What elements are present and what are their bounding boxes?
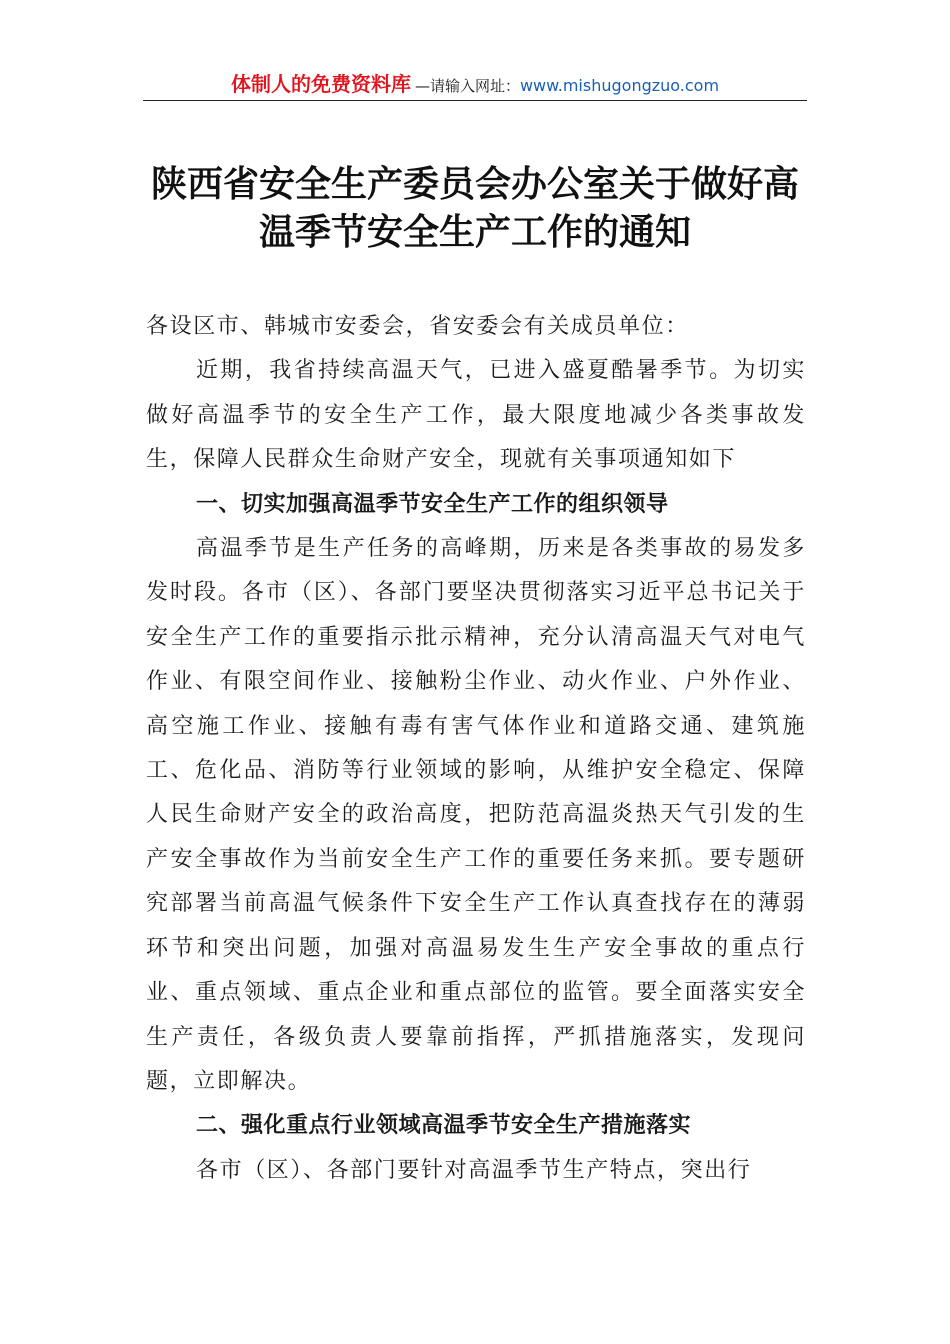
- title-line-2: 温季节安全生产工作的通知: [258, 211, 691, 253]
- document-body: [146, 305, 806, 1193]
- title-line-1: 陕西省安全生产委员会办公室关于做好高: [150, 163, 799, 205]
- header-separator: —请输入网址：: [414, 77, 520, 95]
- site-brand: 体制人的免费资料库: [230, 72, 411, 96]
- site-url-link[interactable]: www.mishugongzuo.com: [519, 76, 720, 95]
- section-1-paragraph: 高温季节是生产任务的高峰期，历来是各类事故的易发多发时段。各市（区）、各部门要坚决贯彻落实习近平总书记关于安全生产工作的重要指示批示精神，充分认清高温天气对电气作业、有限空间作业、接触粉尘作业、动火作业、户外作业、高空施工作业、接触有毒有害气体作业和道路交通、建筑施工、危化品、消防等行业领域的影响，从维护安全稳定、保障人民生命财产安全的政治高度，把防范高温炎热天气引发的生产安全事故作为当前安全生产工作的重要任务来抓。要专题研究部署当前高温气候条件下安全生产工作认真查找存在的薄弱环节和突出问题，加强对高温易发生生产安全事故的重点行业、重点领域、重点企业和重点部位的监管。要全面落实安全生产责任，各级负责人要靠前指挥，严抓措施落实，发现问题，立即解决。: [146, 536, 806, 1094]
- salutation: 各设区市、韩城市安委会，省安委会有关成员单位：: [146, 314, 689, 339]
- section-2-heading: 二、强化重点行业领域高温季节安全生产措施落实: [196, 1113, 692, 1139]
- section-2-paragraph: 各市（区）、各部门要针对高温季节生产特点，突出行: [196, 1157, 752, 1183]
- site-header: [143, 62, 807, 101]
- document-title: [143, 160, 807, 256]
- section-1-heading: 一、切实加强高温季节安全生产工作的组织领导: [196, 491, 669, 517]
- intro-paragraph: 近期，我省持续高温天气，已进入盛夏酷暑季节。为切实做好高温季节的安全生产工作，最大限度地减少各类事故发生，保障人民群众生命财产安全，现就有关事项通知如下: [146, 358, 806, 473]
